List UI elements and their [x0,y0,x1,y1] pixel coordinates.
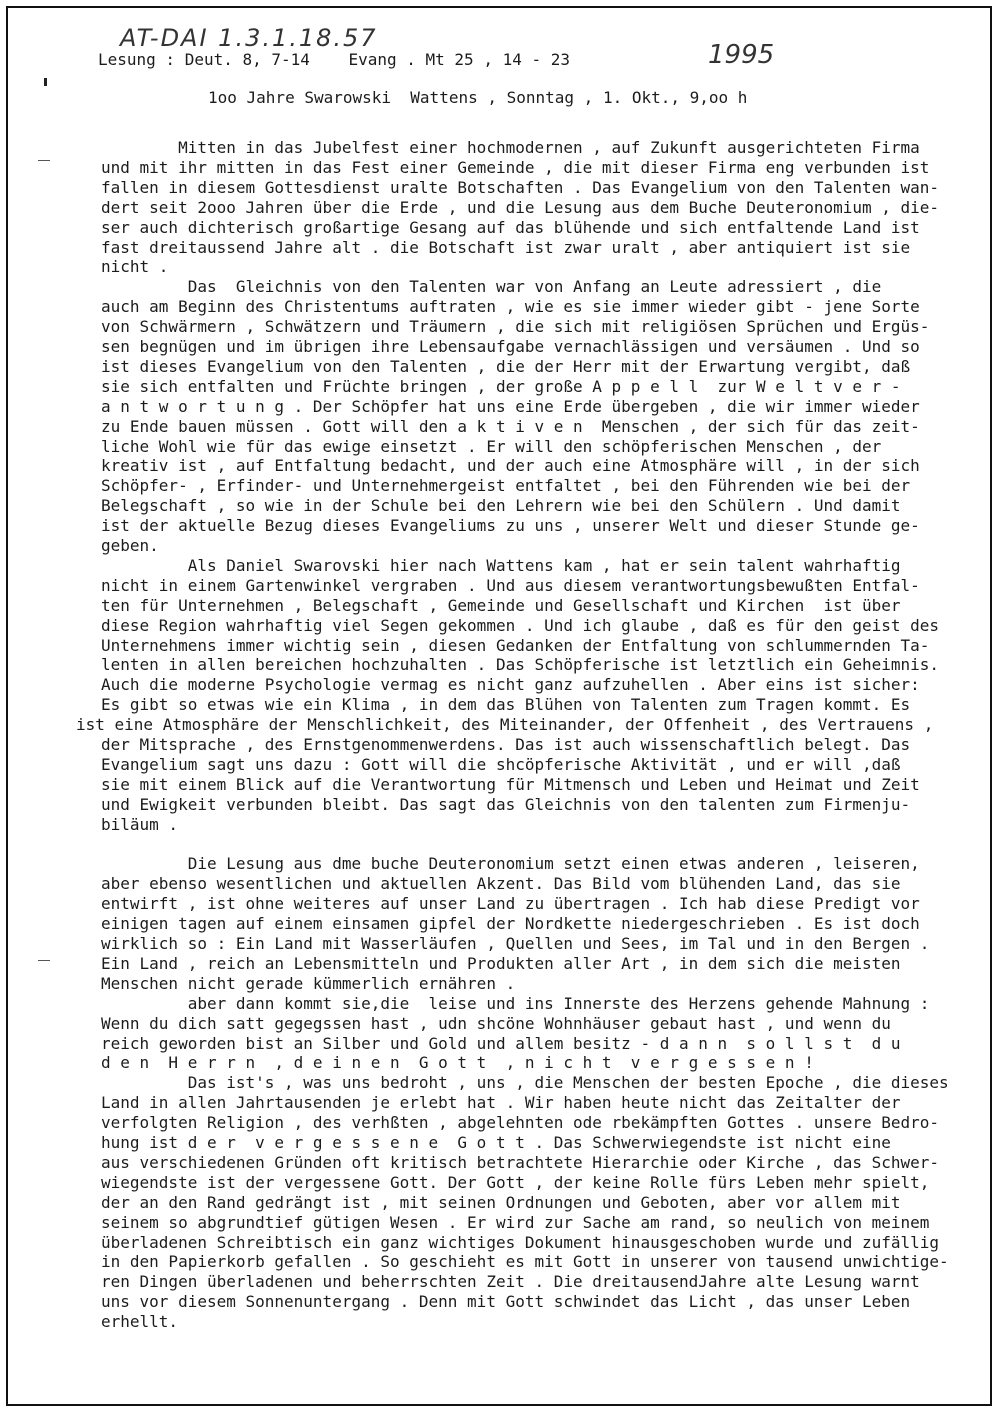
text-line: Unternehmens immer wichtig sein , diesen Gedanken der Entfaltung von schlummernden Ta- [101,635,930,655]
text-line: Die Lesung aus dme buche Deuteronomium setzt einen etwas anderen , leiseren, [101,854,920,874]
text-line: sen begnügen und im übrigen ihre Lebensaufgabe vernachlässigen und versäumen . Und so [101,337,920,356]
text-line: kreativ ist , auf Entfaltung bedacht, und der auch eine Atmosphäre will , in der sich [101,456,920,476]
text-line: hung ist d e r v e r g e s s e n e G o t t . Das Schwerwiegendste ist nicht eine [101,1133,891,1152]
text-line: wiegendste ist der vergessene Gott. Der Gott , der keine Rolle fürs Leben mehr spielt, [101,1172,930,1192]
text-line: Es gibt so etwas wie ein Klima , in dem das Blühen von Talenten zum Tragen kommt. Es [101,695,911,715]
reading-reference: Lesung : Deut. 8, 7-14 Evang . Mt 25 , 14 - 23 [98,50,571,69]
text-line: nicht in einem Gartenwinkel vergraben . Und aus diesem verantwortungsbewußten Entfal- [101,575,920,595]
text-line: ser auch dichterisch großartige Gesang auf das blühende und sich entfaltende Land ist [101,217,920,237]
text-line: ist der aktuelle Bezug dieses Evangeliums zu uns , unserer Welt und dieser Stunde ge- [101,516,920,536]
text-line: entwirft , ist ohne weiteres auf unser Land zu übertragen . Ich hab diese Predigt vor [101,894,920,914]
text-line: wirklich so : Ein Land mit Wasserläufen , Quellen und Sees, im Tal und in den Bergen . [101,934,930,953]
text-line: sie sich entfalten und Früchte bringen , der große A p p e l l zur W e l t v e r - [101,376,901,396]
text-line: Das Gleichnis von den Talenten war von Anfang an Leute adressiert , die [101,277,882,297]
text-line: d e n H e r r n , d e i n e n G o t t , n i c h t v e r g e s s e n ! [101,1053,814,1073]
text-line: Als Daniel Swarovski hier nach Wattens kam , hat er sein talent wahrhaftig [101,555,901,575]
text-line: in den Papierkorb gefallen . So geschieht es mit Gott in unserer von tausend unwichtige- [101,1252,949,1272]
text-line: biläum . [101,814,179,834]
text-line: auch am Beginn des Christentums auftraten , wie es sie immer wieder gibt - jene Sorte [101,297,920,317]
text-line: fast dreitaussend Jahre alt . die Botschaft ist zwar uralt , aber antiquiert ist sie [101,237,911,257]
margin-dot [44,78,47,86]
text-line: liche Wohl wie für das ewige einsetzt . Er will den schöpferischen Menschen , der [101,436,882,456]
text-line: erhellt. [101,1312,179,1332]
text-line: geben. [101,536,159,555]
text-line: ten für Unternehmen , Belegschaft , Gemeinde und Gesellschaft und Kirchen ist über [101,595,901,615]
text-line: zu Ende bauen müssen . Gott will den a k t i v e n Menschen , der sich für das zeit- [101,416,920,436]
text-line: Schöpfer- , Erfinder- und Unternehmergeist entfaltet , bei den Führenden wie bei der [101,476,911,496]
text-line: ist dieses Evangelium von den Talenten , die der Herr mit der Erwartung vergibt, daß [101,356,911,376]
text-line: sie mit einem Blick auf die Verantwortung für Mitmensch und Leben und Heimat und Zeit [101,774,920,794]
text-line: aber dann kommt sie,die leise und ins Innerste des Herzens gehende Mahnung : [101,993,930,1013]
text-line: uns vor diesem Sonnenuntergang . Denn mit Gott schwindet das Licht , das unser Leben [101,1292,911,1312]
text-line: seinem so abgrundtief gütigen Wesen . Er wird zur Sache am rand, so neulich von meinem [101,1212,930,1232]
text-line: fallen in diesem Gottesdienst uralte Botschaften . Das Evangelium von den Talenten wan- [101,177,940,197]
text-line: Mitten in das Jubelfest einer hochmodernen , auf Zukunft ausgerichteten Firma [101,138,920,157]
text-line: Ein Land , reich an Lebensmitteln und Produkten aller Art , in dem sich die meisten [101,953,901,973]
text-line: ist eine Atmosphäre der Menschlichkeit, des Miteinander, der Offenheit , des Vertrauens , [76,715,934,735]
text-line: Menschen nicht gerade kümmerlich ernähren . [101,973,516,993]
margin-mark [38,160,50,161]
archive-signature: AT-DAI 1.3.1.18.57 [120,24,378,52]
year-annotation: 1995 [708,40,775,70]
text-line: Land in allen Jahrtausenden je erlebt hat . Wir haben heute nicht das Zeitalter der [101,1093,901,1113]
text-line: aus verschiedenen Gründen oft kritisch betrachtete Hierarchie oder Kirche , das Schwer- [101,1152,940,1172]
text-line: überladenen Schreibtisch ein ganz wichtiges Dokument hinausgeschoben wurde und zufällig [101,1232,940,1252]
text-line: dert seit 2ooo Jahren über die Erde , und die Lesung aus dem Buche Deuteronomium , die- [101,197,940,217]
text-line: reich geworden bist an Silber und Gold und allem besitz - d a n n s o l l s t d u [101,1033,901,1053]
text-line: a n t w o r t u n g . Der Schöpfer hat uns eine Erde übergeben , die wir immer wieder [101,396,920,416]
text-line: verfolgten Religion , des verhßten , abgelehnten ode rbekämpften Gottes . unsere Bedro- [101,1113,940,1133]
text-line: Belegschaft , so wie in der Schule bei den Lehrern wie bei den Schülern . Und damit [101,496,901,516]
text-line: nicht . [101,257,169,277]
text-line: Wenn du dich satt gegegssen hast , udn shcöne Wohnhäuser gebaut hast , und wenn du [101,1013,891,1033]
text-line: und Ewigkeit verbunden bleibt. Das sagt das Gleichnis von den talenten zum Firmenju- [101,794,911,814]
text-line: der Mitsprache , des Ernstgenommenwerdens. Das ist auch wissenschaftlich belegt. Das [101,735,911,754]
text-line: lenten in allen bereichen hochzuhalten . Das Schöpferische ist letztlich ein Geheimnis. [101,655,940,675]
text-line: und mit ihr mitten in das Fest einer Gemeinde , die mit dieser Firma eng verbunden ist [101,157,930,177]
text-line: aber ebenso wesentlichen und aktuellen Akzent. Das Bild vom blühenden Land, das sie [101,874,901,894]
text-line: von Schwärmern , Schwätzern und Träumern , die sich mit religiösen Sprüchen und Ergüs- [101,317,930,337]
text-line: diese Region wahrhaftig viel Segen gekommen . Und ich glaube , daß es für den geist des [101,615,940,635]
text-line: ren Dingen überladenen und beherrschten Zeit . Die dreitausendJahre alte Lesung warnt [101,1272,920,1292]
text-line: Das ist's , was uns bedroht , uns , die Menschen der besten Epoche , die dieses [101,1073,949,1093]
text-line: der an den Rand gedrängt ist , mit seinen Ordnungen und Geboten, aber vor allem mit [101,1192,901,1212]
document-page [6,6,992,1406]
text-line: einigen tagen auf einem einsamen gipfel der Nordkette niedergeschrieben . Es ist doch [101,914,920,934]
text-line: Evangelium sagt uns dazu : Gott will die shcöpferische Aktivität , und er will ,daß [101,754,901,774]
text-line: Auch die moderne Psychologie vermag es nicht ganz aufzuhellen . Aber eins ist sicher: [101,675,920,695]
margin-mark [38,960,50,961]
event-title: 1oo Jahre Swarowski Wattens , Sonntag , 1. Okt., 9,oo h [208,88,748,107]
